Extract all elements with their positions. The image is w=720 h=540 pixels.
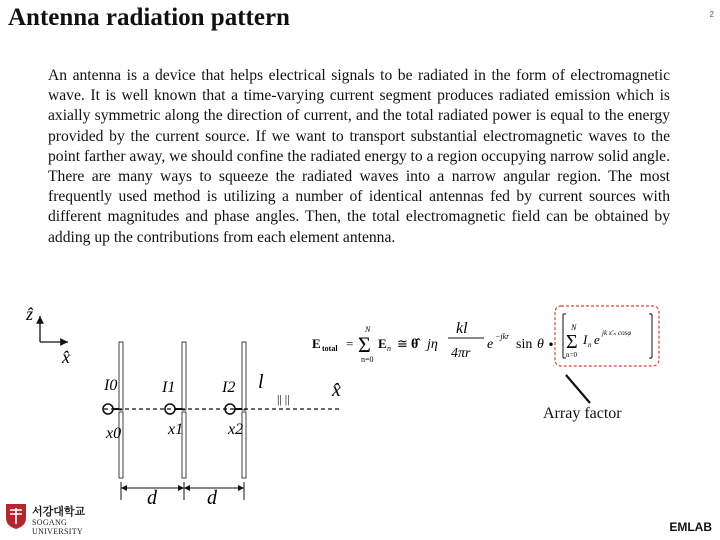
position-label-0: x0 xyxy=(106,425,122,442)
far-x-hat-label: x̂ xyxy=(332,379,341,401)
page-number: 2 xyxy=(709,10,714,19)
lab-name: EMLAB xyxy=(669,520,712,534)
svg-text:E: E xyxy=(312,336,321,351)
current-label-1: I1 xyxy=(162,379,176,396)
current-label-0: I0 xyxy=(104,377,118,394)
x-axis-label: x̂ xyxy=(62,347,70,367)
array-factor-box xyxy=(555,306,659,366)
svg-text:n: n xyxy=(387,344,391,353)
svg-text:N: N xyxy=(571,323,577,332)
spacing-label-1: d xyxy=(147,487,157,509)
svg-text:n=0: n=0 xyxy=(566,351,577,359)
svg-text:=: = xyxy=(346,336,354,351)
university-crest-icon xyxy=(4,502,28,530)
svg-text:e: e xyxy=(487,337,494,352)
page-title: Antenna radiation pattern xyxy=(8,4,290,31)
svg-text:·: · xyxy=(546,328,556,361)
antenna-element-0 xyxy=(119,342,123,478)
spacing-dimension xyxy=(121,482,244,509)
svg-text:n=0: n=0 xyxy=(361,355,374,364)
svg-text:sin: sin xyxy=(516,337,533,352)
length-label: l xyxy=(258,371,264,393)
position-label-1: x1 xyxy=(168,421,184,438)
z-axis-label: ẑ xyxy=(26,304,34,324)
array-factor-pointer xyxy=(566,375,590,403)
svg-text:kl: kl xyxy=(456,320,468,337)
feed-line xyxy=(103,404,340,414)
logo-english-text: SOGANG UNIVERSITY xyxy=(32,518,83,536)
svg-text:θ: θ xyxy=(537,337,544,352)
svg-text:−jkr: −jkr xyxy=(495,332,510,341)
svg-text:E: E xyxy=(378,336,387,351)
svg-text:I: I xyxy=(583,332,588,347)
current-label-2: I2 xyxy=(222,379,236,396)
spacing-label-2: d xyxy=(207,487,217,509)
svg-text:Σ: Σ xyxy=(566,331,578,353)
logo-korean-text: 서강대학교 xyxy=(32,505,86,518)
coordinate-axes xyxy=(25,304,70,367)
total-field-equation xyxy=(312,320,556,364)
antenna-element-2 xyxy=(242,342,246,478)
svg-text:θ̂: θ̂ xyxy=(411,337,419,352)
array-factor-label: Array factor xyxy=(543,405,622,422)
svg-text:e: e xyxy=(594,332,600,347)
svg-text:n: n xyxy=(588,341,592,349)
svg-text:N: N xyxy=(365,325,371,334)
svg-text:jk x'ₙ cosφ: jk x'ₙ cosφ xyxy=(602,329,632,337)
antenna-element-1 xyxy=(182,342,186,478)
equation-text xyxy=(300,386,301,387)
university-logo xyxy=(4,500,114,536)
equals-mark: || || xyxy=(277,392,290,406)
svg-text:4πr: 4πr xyxy=(451,346,471,361)
position-label-2: x2 xyxy=(228,421,244,438)
svg-text:≅: ≅ xyxy=(397,336,408,351)
svg-text:jη: jη xyxy=(427,337,438,352)
body-paragraph: An antenna is a device that helps electrical signals to be radiated in the form of electromagnetic wave. It is well known that a time-varying current segment produces radiated emission which is axially symmetric along the direction of current, and the total radiated power is equal to the energy provided by the current source. If we want to transport substantial electromagnetic waves to the point farther away, we should confine the radiated energy to a region occupying narrow solid angle. There are many ways to squeeze the radiated waves into a narrow angular region. The most frequently used method is utilizing a number of identical antennas fed by current sources with different magnitudes and phase angles. Then, the total electromagnetic field can be obtained by adding up the contributions from each element antenna. xyxy=(48,67,670,246)
svg-text:Σ: Σ xyxy=(358,332,371,357)
svg-text:total: total xyxy=(322,344,338,353)
